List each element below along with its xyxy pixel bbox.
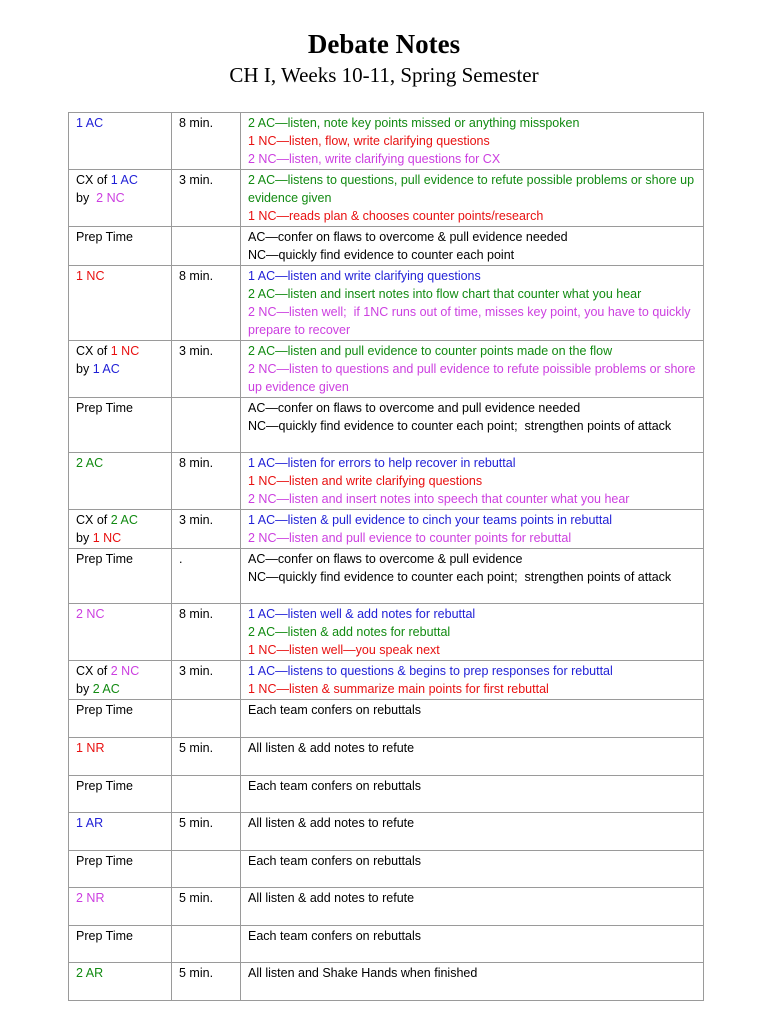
note-line: 2 AC—listen and insert notes into flow chart that counter what you hear bbox=[248, 287, 642, 301]
notes-cell bbox=[241, 851, 704, 888]
note-line: AC—confer on flaws to overcome & pull evidence needed bbox=[248, 230, 568, 244]
speech-cell bbox=[69, 776, 172, 813]
table-row bbox=[69, 604, 704, 661]
note-line: NC—quickly find evidence to counter each point bbox=[248, 248, 515, 262]
speech-text: by bbox=[76, 682, 93, 696]
time-cell bbox=[172, 851, 241, 888]
time-cell bbox=[172, 813, 241, 851]
speech-line bbox=[76, 267, 165, 285]
speech-line bbox=[76, 889, 165, 907]
time-cell bbox=[172, 266, 241, 341]
speech-text: 2 AC bbox=[110, 513, 138, 527]
table-row bbox=[69, 170, 704, 227]
speech-text: Prep Time bbox=[76, 703, 133, 717]
speech-text: CX of bbox=[76, 513, 111, 527]
speech-line bbox=[76, 171, 165, 189]
speech-text: 1 NR bbox=[76, 741, 105, 755]
note-line: AC—confer on flaws to overcome and pull evidence needed bbox=[248, 401, 581, 415]
time-cell bbox=[172, 604, 241, 661]
table-row bbox=[69, 266, 704, 341]
speech-line bbox=[76, 189, 165, 207]
table-row bbox=[69, 341, 704, 398]
note-line: 1 NC—listen and write clarifying questions bbox=[248, 474, 483, 488]
speech-cell bbox=[69, 227, 172, 266]
speech-text: CX of bbox=[76, 344, 111, 358]
speech-text: Prep Time bbox=[76, 401, 133, 415]
speech-line bbox=[76, 605, 165, 623]
debate-schedule-table bbox=[68, 112, 704, 1001]
note-line: 1 NC—listen, flow, write clarifying questions bbox=[248, 134, 490, 148]
time-text: 8 min. bbox=[179, 116, 214, 130]
table-row bbox=[69, 227, 704, 266]
table-row bbox=[69, 453, 704, 510]
time-text: 8 min. bbox=[179, 269, 214, 283]
speech-text: 1 AC bbox=[92, 362, 120, 376]
notes-cell bbox=[241, 604, 704, 661]
note-line: 2 AC—listen and pull evidence to counter points made on the flow bbox=[248, 344, 613, 358]
note-line: 2 NC—listen well; if 1NC runs out of time, misses key point, you have to quickly prepare to recover bbox=[248, 305, 695, 337]
speech-cell bbox=[69, 549, 172, 604]
speech-line bbox=[76, 529, 165, 547]
time-cell bbox=[172, 888, 241, 926]
speech-text: CX of bbox=[76, 664, 111, 678]
table-row bbox=[69, 813, 704, 851]
speech-line bbox=[76, 399, 165, 417]
time-cell bbox=[172, 453, 241, 510]
notes-cell bbox=[241, 170, 704, 227]
note-line: 1 AC—listen well & add notes for rebuttal bbox=[248, 607, 476, 621]
speech-cell bbox=[69, 510, 172, 549]
note-line: 2 AC—listens to questions, pull evidence to refute possible problems or shore up evidence given bbox=[248, 173, 698, 205]
speech-line bbox=[76, 852, 165, 870]
note-line: All listen & add notes to refute bbox=[248, 741, 415, 755]
note-line: Each team confers on rebuttals bbox=[248, 929, 422, 943]
speech-text: Prep Time bbox=[76, 552, 133, 566]
time-text: . bbox=[179, 552, 183, 566]
table-row bbox=[69, 776, 704, 813]
time-cell bbox=[172, 963, 241, 1001]
speech-text: 1 NC bbox=[110, 344, 140, 358]
note-line: 1 NC—listen & summarize main points for first rebuttal bbox=[248, 682, 549, 696]
speech-line bbox=[76, 550, 165, 568]
note-line: All listen & add notes to refute bbox=[248, 891, 415, 905]
speech-text: 1 AR bbox=[76, 816, 104, 830]
speech-text: 1 AC bbox=[76, 116, 104, 130]
time-text: 3 min. bbox=[179, 513, 214, 527]
speech-text: 1 NC bbox=[76, 269, 105, 283]
note-line: Each team confers on rebuttals bbox=[248, 779, 422, 793]
table-row bbox=[69, 738, 704, 776]
speech-line bbox=[76, 964, 165, 982]
notes-cell bbox=[241, 266, 704, 341]
time-cell bbox=[172, 170, 241, 227]
page-subtitle: CH I, Weeks 10-11, Spring Semester bbox=[229, 63, 539, 87]
speech-text: by bbox=[76, 531, 93, 545]
table-row bbox=[69, 661, 704, 700]
speech-text: 2 AC bbox=[92, 682, 120, 696]
table-row bbox=[69, 549, 704, 604]
time-cell bbox=[172, 398, 241, 453]
speech-line bbox=[76, 511, 165, 529]
notes-cell bbox=[241, 776, 704, 813]
speech-text: Prep Time bbox=[76, 929, 133, 943]
speech-text: 1 AC bbox=[110, 173, 138, 187]
speech-text: Prep Time bbox=[76, 779, 133, 793]
time-text: 8 min. bbox=[179, 607, 214, 621]
speech-text: 2 NR bbox=[76, 891, 105, 905]
table-body bbox=[69, 113, 704, 1001]
note-line: 2 NC—listen to questions and pull evidence to refute poissible problems or shore up evidence given bbox=[248, 362, 699, 394]
note-line: 1 AC—listen for errors to help recover in rebuttal bbox=[248, 456, 516, 470]
notes-cell bbox=[241, 549, 704, 604]
speech-cell bbox=[69, 661, 172, 700]
speech-cell bbox=[69, 453, 172, 510]
speech-cell bbox=[69, 113, 172, 170]
page-title: Debate Notes bbox=[307, 29, 461, 59]
notes-cell bbox=[241, 813, 704, 851]
note-line: 2 NC—listen and pull evience to counter points for rebuttal bbox=[248, 531, 572, 545]
speech-text: 2 NC bbox=[110, 664, 140, 678]
speech-line bbox=[76, 739, 165, 757]
note-line: 2 NC—listen, write clarifying questions for CX bbox=[248, 152, 501, 166]
note-line: All listen & add notes to refute bbox=[248, 816, 415, 830]
speech-line bbox=[76, 777, 165, 795]
time-text: 8 min. bbox=[179, 456, 214, 470]
speech-text: 2 AC bbox=[76, 456, 104, 470]
notes-cell bbox=[241, 341, 704, 398]
time-text: 3 min. bbox=[179, 173, 214, 187]
notes-cell bbox=[241, 700, 704, 738]
speech-cell bbox=[69, 851, 172, 888]
time-cell bbox=[172, 738, 241, 776]
time-cell bbox=[172, 227, 241, 266]
speech-cell bbox=[69, 963, 172, 1001]
table-row bbox=[69, 113, 704, 170]
note-line: 2 NC—listen and insert notes into speech that counter what you hear bbox=[248, 492, 630, 506]
speech-line bbox=[76, 454, 165, 472]
time-cell bbox=[172, 549, 241, 604]
note-line: All listen and Shake Hands when finished bbox=[248, 966, 478, 980]
speech-text: 2 AR bbox=[76, 966, 104, 980]
time-cell bbox=[172, 700, 241, 738]
time-cell bbox=[172, 341, 241, 398]
note-line: 2 AC—listen & add notes for rebuttal bbox=[248, 625, 451, 639]
table-row bbox=[69, 700, 704, 738]
table-row bbox=[69, 888, 704, 926]
time-text: 5 min. bbox=[179, 891, 214, 905]
speech-text: Prep Time bbox=[76, 854, 133, 868]
notes-cell bbox=[241, 963, 704, 1001]
notes-cell bbox=[241, 510, 704, 549]
time-cell bbox=[172, 776, 241, 813]
speech-cell bbox=[69, 700, 172, 738]
table-row bbox=[69, 851, 704, 888]
note-line: Each team confers on rebuttals bbox=[248, 703, 422, 717]
speech-line bbox=[76, 342, 165, 360]
speech-text: by bbox=[76, 191, 97, 205]
speech-text: 1 NC bbox=[92, 531, 122, 545]
note-line: NC—quickly find evidence to counter each point; strengthen points of attack bbox=[248, 419, 672, 433]
speech-cell bbox=[69, 813, 172, 851]
table-row bbox=[69, 510, 704, 549]
note-line: 2 AC—listen, note key points missed or anything misspoken bbox=[248, 116, 580, 130]
speech-line bbox=[76, 360, 165, 378]
speech-line bbox=[76, 927, 165, 945]
speech-text: 2 NC bbox=[76, 607, 105, 621]
speech-cell bbox=[69, 398, 172, 453]
speech-line bbox=[76, 662, 165, 680]
speech-text: CX of bbox=[76, 173, 111, 187]
time-text: 5 min. bbox=[179, 816, 214, 830]
notes-cell bbox=[241, 453, 704, 510]
speech-cell bbox=[69, 888, 172, 926]
time-cell bbox=[172, 926, 241, 963]
speech-cell bbox=[69, 266, 172, 341]
note-line: 1 AC—listen and write clarifying questions bbox=[248, 269, 481, 283]
speech-text: 2 NC bbox=[96, 191, 125, 205]
speech-line bbox=[76, 228, 165, 246]
notes-cell bbox=[241, 661, 704, 700]
speech-text: by bbox=[76, 362, 93, 376]
time-text: 3 min. bbox=[179, 344, 214, 358]
time-text: 5 min. bbox=[179, 966, 214, 980]
note-line: 1 AC—listen & pull evidence to cinch your teams points in rebuttal bbox=[248, 513, 613, 527]
speech-cell bbox=[69, 170, 172, 227]
notes-cell bbox=[241, 926, 704, 963]
time-cell bbox=[172, 113, 241, 170]
time-cell bbox=[172, 661, 241, 700]
notes-cell bbox=[241, 227, 704, 266]
note-line: 1 AC—listens to questions & begins to prep responses for rebuttal bbox=[248, 664, 613, 678]
notes-cell bbox=[241, 888, 704, 926]
notes-cell bbox=[241, 398, 704, 453]
notes-cell bbox=[241, 738, 704, 776]
table-row bbox=[69, 398, 704, 453]
speech-cell bbox=[69, 341, 172, 398]
time-text: 5 min. bbox=[179, 741, 214, 755]
note-line: AC—confer on flaws to overcome & pull evidence bbox=[248, 552, 523, 566]
table-row bbox=[69, 963, 704, 1001]
notes-cell bbox=[241, 113, 704, 170]
time-cell bbox=[172, 510, 241, 549]
speech-line bbox=[76, 814, 165, 832]
note-line: Each team confers on rebuttals bbox=[248, 854, 422, 868]
note-line: 1 NC—listen well—you speak next bbox=[248, 643, 440, 657]
speech-cell bbox=[69, 738, 172, 776]
time-text: 3 min. bbox=[179, 664, 214, 678]
speech-line bbox=[76, 701, 165, 719]
speech-line bbox=[76, 680, 165, 698]
speech-line bbox=[76, 114, 165, 132]
speech-cell bbox=[69, 604, 172, 661]
speech-cell bbox=[69, 926, 172, 963]
table-row bbox=[69, 926, 704, 963]
speech-text: Prep Time bbox=[76, 230, 133, 244]
note-line: NC—quickly find evidence to counter each point; strengthen points of attack bbox=[248, 570, 672, 584]
note-line: 1 NC—reads plan & chooses counter points/research bbox=[248, 209, 544, 223]
